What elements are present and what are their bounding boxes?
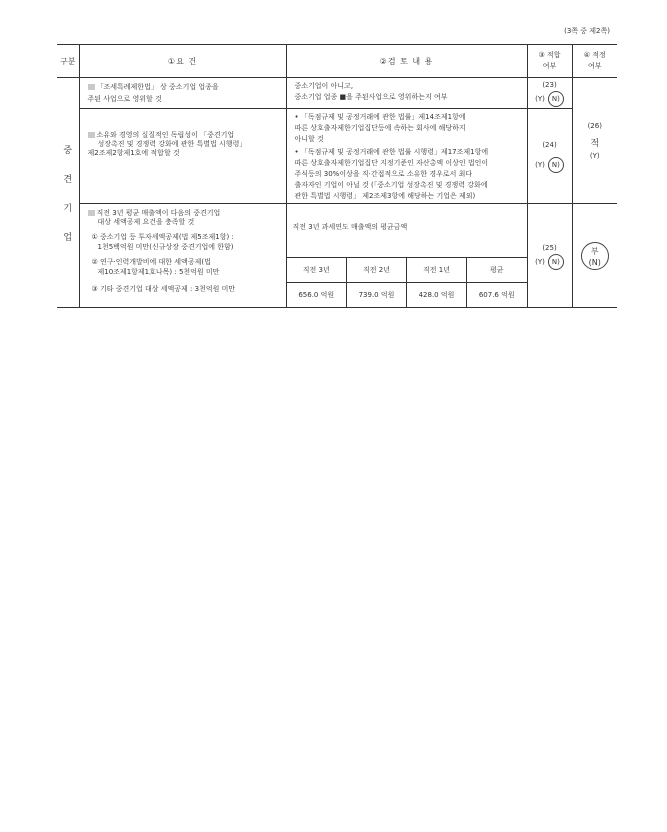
review-cell-2: • 「독점규제 및 공정거래에 관한 법률」제14조제1항에 따른 상호출자제한기업집단등에 속하는 회사에 해당하지 아니할 것 • 「독점규제 및 공정거래에 관한 법률 시행령」제17조제1항에 따른 상호출자제한기업집단 지정기준인 자산총액 이상인 법인이 주식등의 30%이상을 직·간접적으로 소유한 경우로서 최다 출자자인 기업이 아닐 것 (「중소기업 성장촉진 및 경쟁력 강화에 관한 특별법 시행령」 제2조제3항에 해당하는 기업은 제외) xyxy=(286,109,527,204)
requirement-cell-1: 「조세특례제한법」 상 중소기업 업종을 주된 사업으로 영위할 것 xyxy=(79,78,286,109)
marker-icon xyxy=(88,132,95,138)
appropriate-yes-option[interactable]: (Y) xyxy=(589,151,600,160)
no-option-circled[interactable]: N) xyxy=(548,157,564,173)
header-review: ②검 토 내 용 xyxy=(286,45,527,78)
yes-option[interactable]: (Y) xyxy=(535,95,545,103)
sales-table xyxy=(287,257,527,307)
review-row-3 xyxy=(57,204,617,308)
conformity-cell-2: (24) (Y) N) xyxy=(527,109,572,204)
no-option-circled[interactable]: N) xyxy=(548,91,564,107)
header-requirement: ①요 건 xyxy=(79,45,286,78)
page-number-note: (3쪽 중 제2쪽) xyxy=(564,27,610,35)
review-row-2 xyxy=(57,109,617,204)
header-conformity: ③ 적합 여부 xyxy=(527,45,572,78)
appropriate-no-circled[interactable]: 부 (N) xyxy=(581,242,609,270)
appropriate-cell-2 xyxy=(572,204,617,308)
conformity-cell-1: (23) (Y) N) xyxy=(527,78,572,109)
category-midsize-enterprise: 중 견 기 업 xyxy=(57,78,79,308)
sales-header-3y: 직전 3년 xyxy=(287,258,347,283)
requirement-cell-3: 직전 3년 평균 매출액이 다음의 중견기업 대상 세액공제 요건을 충족할 것 ① 중소기업 등 투자세액공제(법 제5조제1항) : 1천5백억원 미만(신규상장 중견기업에 한함) ② 연구·인력개발비에 대한 세액공제(법 제10조제1항제1호나목) : 5천억원 미만 ③ 기타 중견기업 대상 세액공제 : 3천억원 미만 xyxy=(79,204,286,308)
sales-value-avg: 607.6 억원 xyxy=(467,283,527,308)
marker-icon xyxy=(88,210,95,216)
header-appropriate: ④ 적정 여부 xyxy=(572,45,617,78)
yes-option[interactable]: (Y) xyxy=(535,161,545,169)
sales-average-title: 직전 3년 과세연도 매출액의 평균금액 xyxy=(292,223,408,231)
marker-icon xyxy=(88,84,95,90)
sales-header-avg: 평균 xyxy=(467,258,527,283)
header-category: 구분 xyxy=(57,45,79,78)
header-row xyxy=(57,45,617,78)
sales-value-1y: 428.0 억원 xyxy=(407,283,467,308)
sales-value-2y: 739.0 억원 xyxy=(347,283,407,308)
yes-option[interactable]: (Y) xyxy=(535,257,545,266)
appropriate-cell-1: (26) 적 (Y) xyxy=(572,78,617,204)
sales-value-3y: 656.0 억원 xyxy=(287,283,347,308)
sales-header-1y: 직전 1년 xyxy=(407,258,467,283)
requirement-cell-2: 소유와 경영의 실질적인 독립성이 「중견기업 성장촉진 및 경쟁력 강화에 관한 특별법 시행령」 제2조제2항제1호에 적합할 것 xyxy=(79,109,286,204)
review-form-table xyxy=(57,44,617,308)
review-cell-3 xyxy=(286,204,527,308)
conformity-cell-3: (25) (Y) N) xyxy=(527,204,572,308)
review-cell-1: 중소기업이 아니고, 중소기업 업종 ■을 주된사업으로 영위하는지 여부 xyxy=(286,78,527,109)
review-row-1 xyxy=(57,78,617,109)
no-option-circled[interactable]: N) xyxy=(548,254,564,270)
sales-header-2y: 직전 2년 xyxy=(347,258,407,283)
